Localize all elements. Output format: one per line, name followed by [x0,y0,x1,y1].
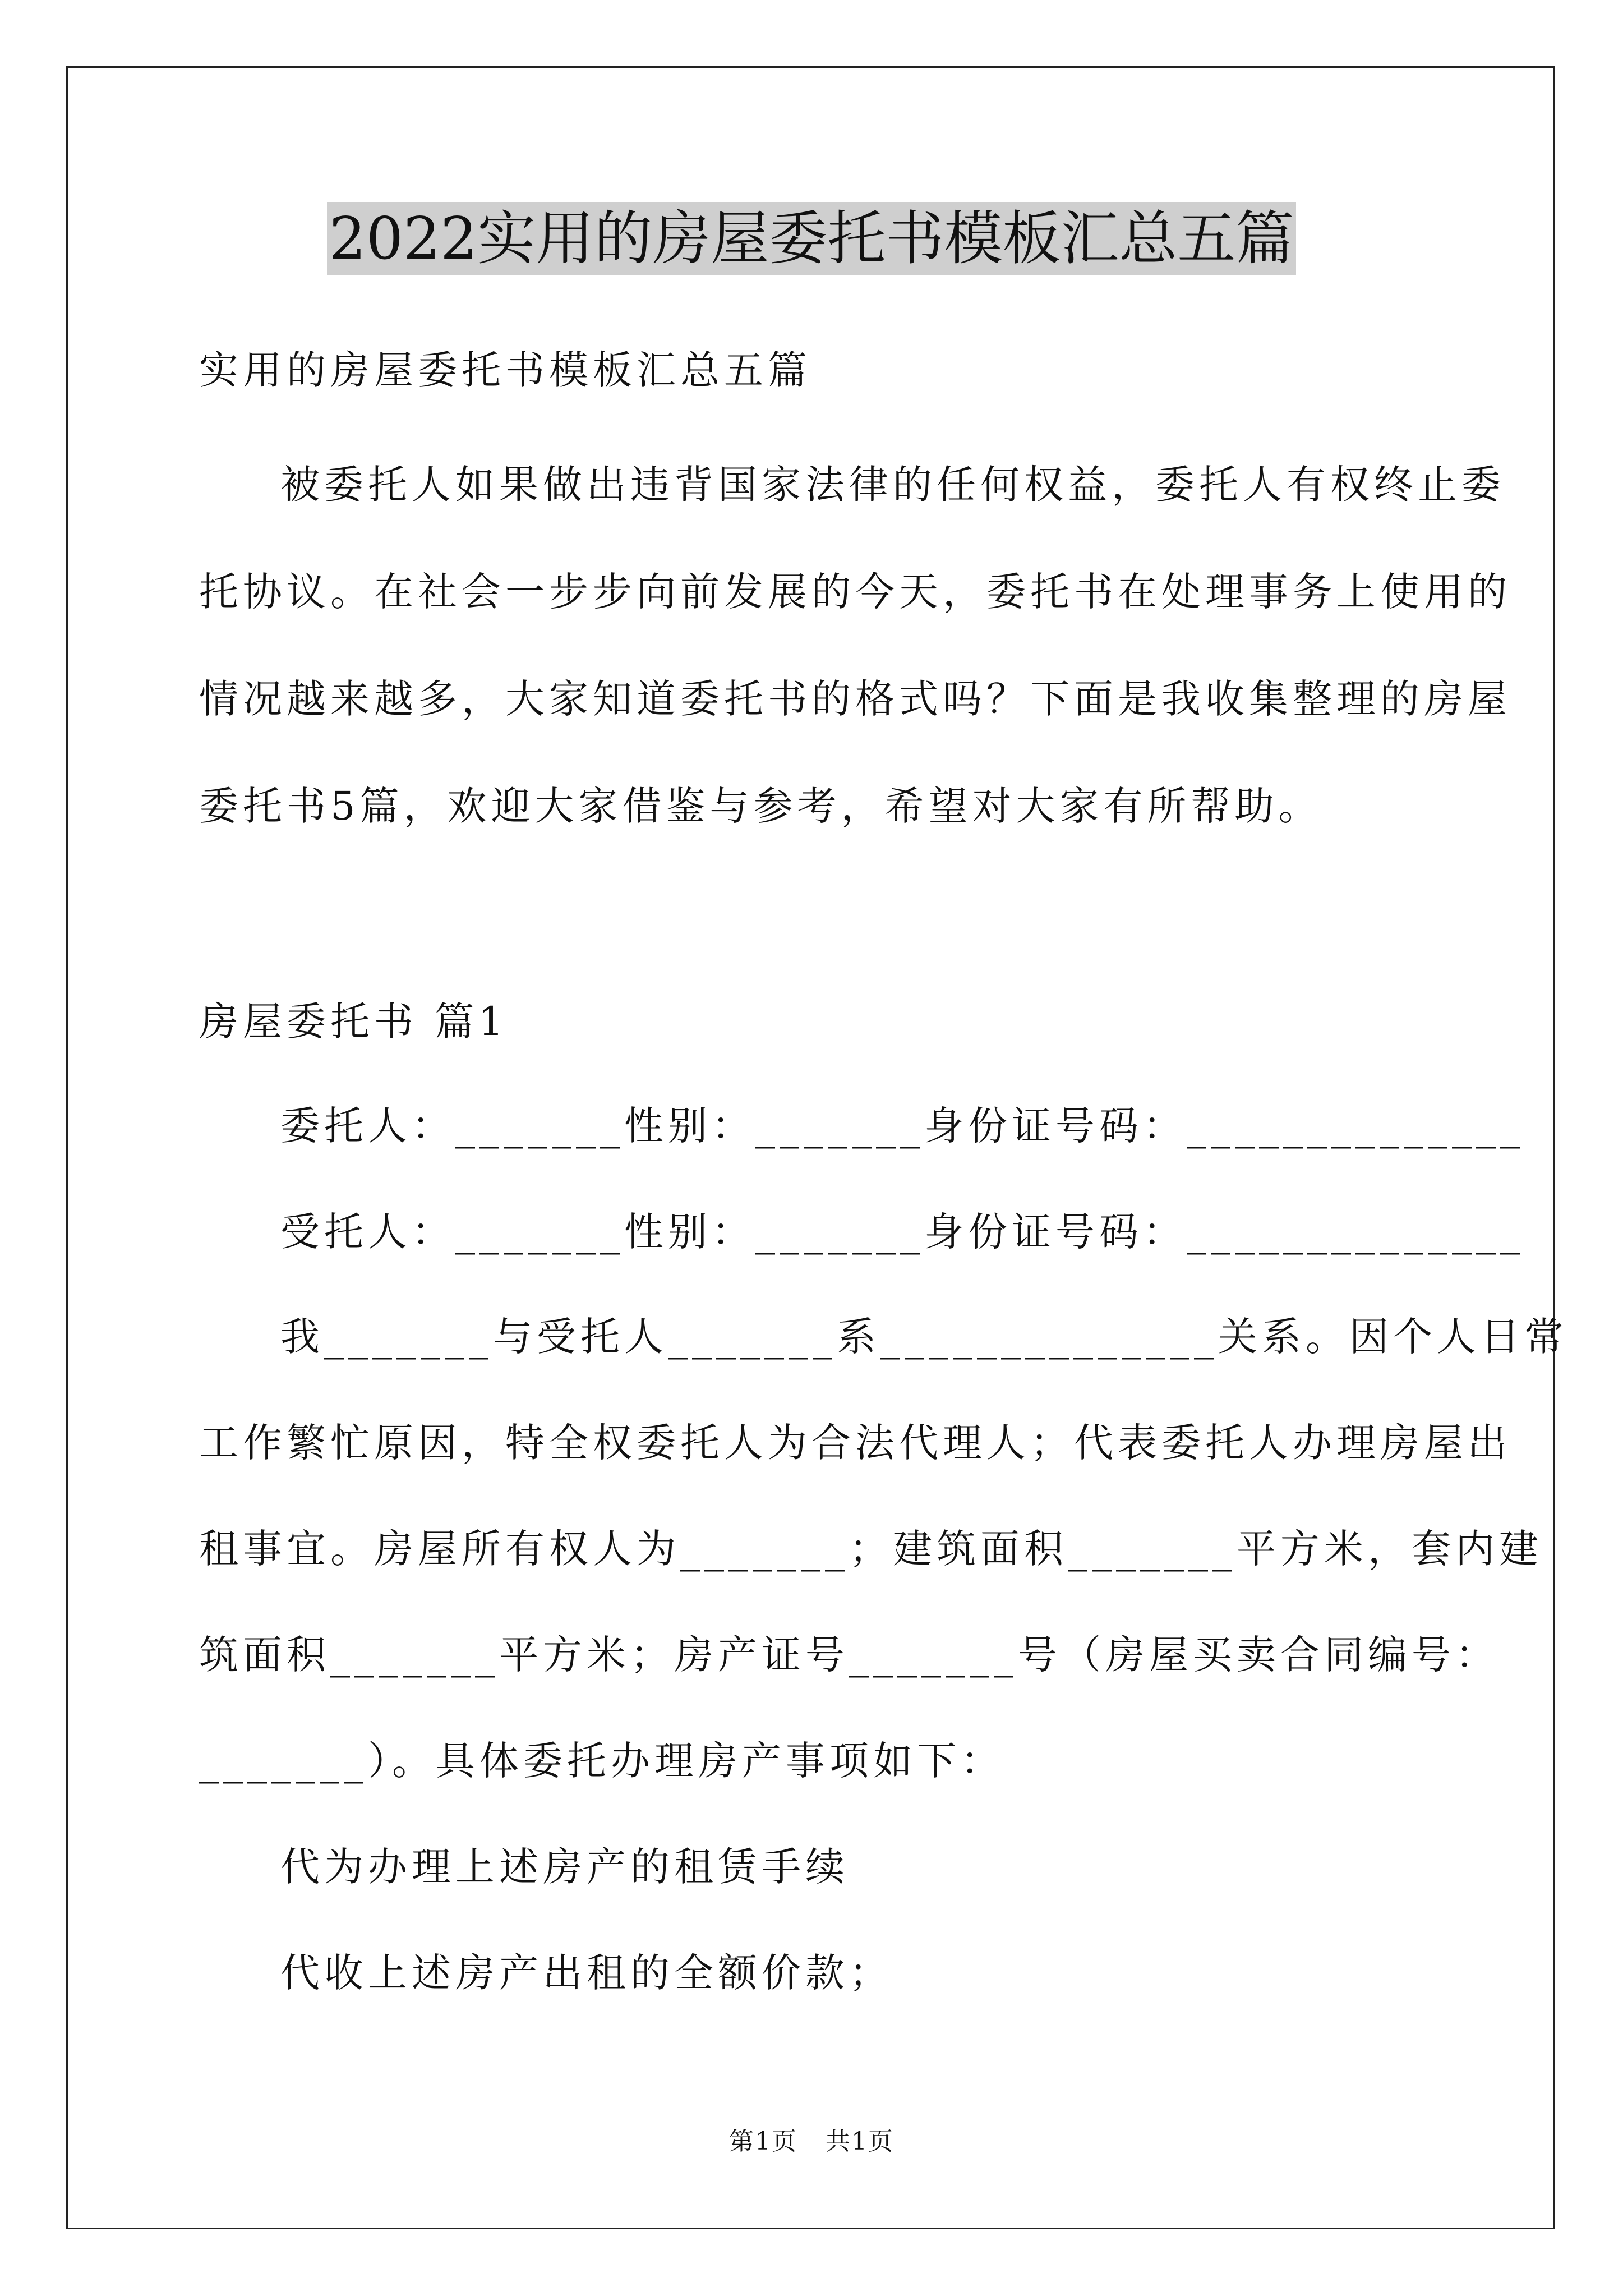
page-number: 第1页 [729,2127,797,2156]
body-line-4: 筑面积_______平方米；房产证号_______号（房屋买卖合同编号： [199,1632,1499,1678]
principal-line: 委托人：_______性别：_______身份证号码：______________ [280,1103,1524,1149]
item-line-1: 代为办理上述房产的租赁手续 [280,1844,849,1890]
intro-line-2: 托协议。在社会一步步向前发展的今天，委托书在处理事务上使用的 [199,569,1511,615]
body-line-2: 工作繁忙原因，特全权委托人为合法代理人；代表委托人办理房屋出 [199,1420,1511,1466]
intro-line-3: 情况越来越多，大家知道委托书的格式吗？下面是我收集整理的房屋 [199,676,1511,722]
page-footer [0,2126,1623,2157]
body-line-5: _______）。具体委托办理房产事项如下： [199,1738,1004,1784]
body-line-3: 租事宜。房屋所有权人为_______；建筑面积_______平方米，套内建 [199,1526,1543,1572]
item-line-2: 代收上述房产出租的全额价款； [280,1950,893,1996]
subtitle-line: 实用的房屋委托书模板汇总五篇 [199,347,811,393]
agent-line: 受托人：_______性别：_______身份证号码：______________ [280,1209,1524,1255]
intro-line-4: 委托书5篇，欢迎大家借鉴与参考，希望对大家有所帮助。 [199,783,1322,829]
document-title: 2022实用的房屋委托书模板汇总五篇 [327,202,1297,275]
section-heading: 房屋委托书 篇1 [199,999,508,1045]
intro-line-1: 被委托人如果做出违背国家法律的任何权益，委托人有权终止委 [280,462,1505,508]
body-line-1: 我_______与受托人_______系______________关系。因个人日常 [280,1314,1568,1360]
title-container [0,202,1623,275]
page-total: 共1页 [826,2127,894,2156]
